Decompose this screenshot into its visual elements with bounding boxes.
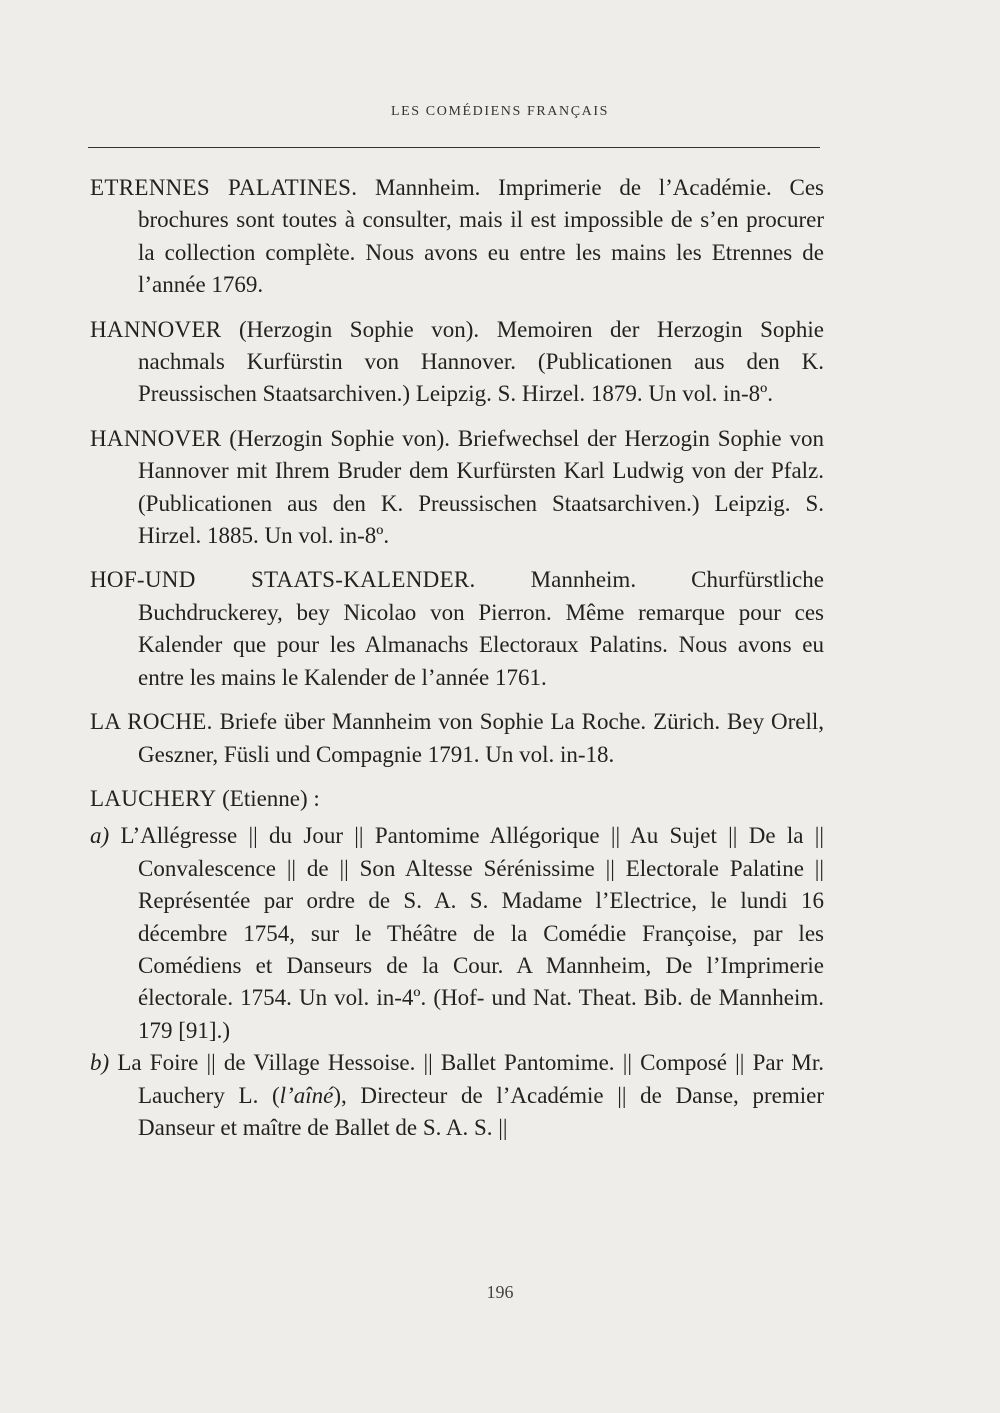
entry-hof-und-staats-kalender (90, 564, 824, 694)
entry-etrennes-palatines (90, 172, 824, 302)
page-number: 196 (486, 1282, 514, 1302)
entry-lauchery-b (90, 1047, 824, 1144)
entry-hannover-briefwechsel (90, 423, 824, 553)
entry-head: HANNOVER (90, 425, 222, 451)
sub-letter: a) (90, 823, 110, 849)
entry-la-roche (90, 706, 824, 771)
entry-hannover-memoiren (90, 314, 824, 411)
entry-head: HOF-UND STAATS-KALENDER. (90, 567, 476, 593)
entry-text: (Herzogin Sophie von). Briefwechsel der Herzogin Sophie von Hannover mit Ihrem Bruder dem Kurfürsten Karl Ludwig von der Pfalz. (Publicationen aus den K. Preussischen Staatsarchiven.) Leipzig. S. Hirzel. 1885. Un vol. in-8º. (138, 425, 824, 549)
header-rule (88, 147, 820, 148)
running-head: LES COMÉDIENS FRANÇAIS (391, 104, 609, 119)
sub-text: L’Allégresse || du Jour || Pantomime Allégorique || Au Sujet || De la || Convalescence || de || Son Altesse Sérénissime || Electorale Palatine || Représentée par ordre de S. A. S. Madame l’Electrice, le lundi 16 décembre 1754, sur le Théâtre de la Comédie Françoise, par les Comédiens et Danseurs de la Cour. A Mannheim, De l’Imprimerie électorale. 1754. Un vol. in-4º. (Hof- und Nat. Theat. Bib. de Mannheim. 179 [91].) (109, 823, 824, 1043)
entry-text: Briefe über Mannheim von Sophie La Roche. Zürich. Bey Orell, Geszner, Füsli und Compagnie 1791. Un vol. in-18. (138, 709, 824, 767)
sub-text-italic: l’aîné (279, 1082, 334, 1108)
entry-head: HANNOVER (90, 316, 222, 342)
entry-text: (Etienne) : (216, 785, 320, 811)
sub-text: ), Directeur de l’Académie || de Danse, premier Danseur et maître de Ballet de S. A. S. || (138, 1082, 825, 1140)
entry-text: (Herzogin Sophie von). Memoiren der Herzogin Sophie nachmals Kurfürstin von Hannover. (Publicationen aus den K. Preussischen Staatsarchiven.) Leipzig. S. Hirzel. 1879. Un vol. in-8º. (138, 316, 824, 407)
sub-text: La Foire || de Village Hessoise. || Ballet Pantomime. || Composé || Par Mr. Lauchery L. ( (109, 1050, 824, 1108)
sub-letter: b) (90, 1050, 110, 1076)
entry-lauchery-a (90, 820, 824, 1047)
entry-head: LAUCHERY (90, 785, 217, 811)
entry-head: LA ROCHE. (90, 709, 213, 735)
entry-text: Mannheim. Imprimerie de l’Académie. Ces brochures sont toutes à consulter, mais il est impossible de s’en procurer la collection complète. Nous avons eu entre les mains les Etrennes de l’année 1769. (138, 175, 825, 298)
entry-head: ETRENNES PALATINES. (90, 175, 358, 200)
entry-lauchery (90, 783, 824, 815)
entry-text: Mannheim. Churfürstliche Buchdruckerey, bey Nicolao von Pierron. Même remarque pour ces Kalender que pour les Almanachs Electoraux Palatins. Nous avons eu entre les mains le Kalender de l’année 1761. (138, 567, 824, 690)
bibliography-body (90, 172, 824, 1144)
